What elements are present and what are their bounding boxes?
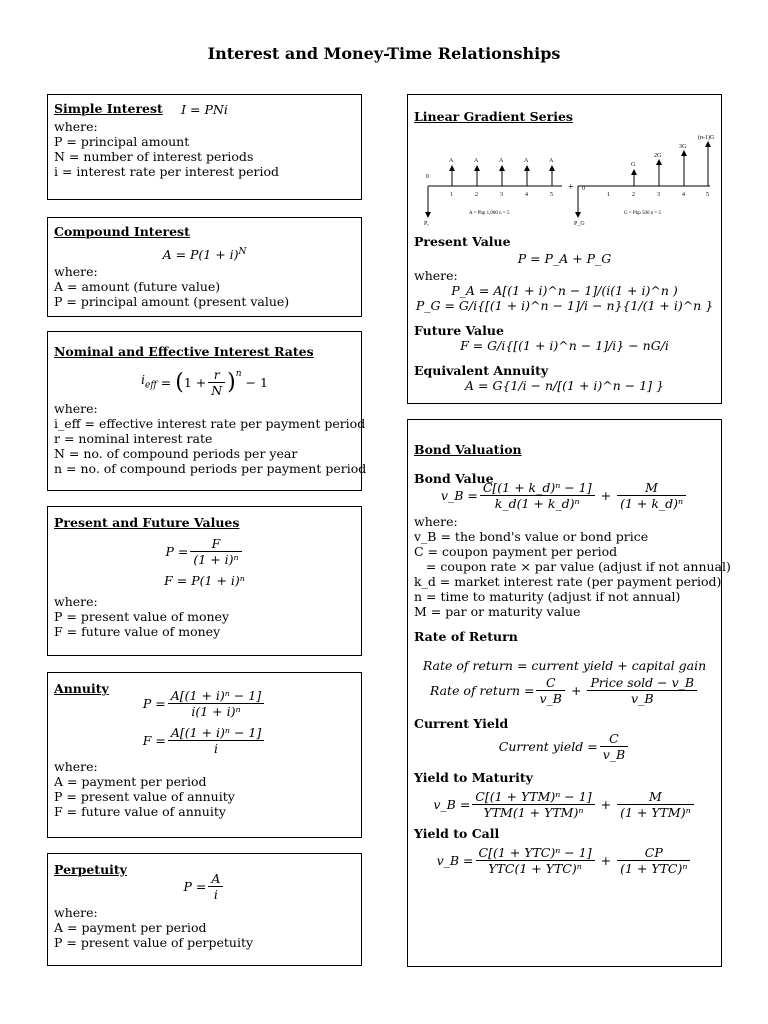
annuity-label: A xyxy=(499,158,504,164)
definition: P = principal amount xyxy=(54,134,190,149)
definition: C = coupon payment per period xyxy=(414,544,618,559)
tick-label: 4 xyxy=(525,192,528,198)
perpetuity-formula: P = $\frac{A}{i}$ xyxy=(54,871,355,902)
gradient-future-formula: F = G/i{[(1 + i)^n − 1]/i} − nG/i xyxy=(460,338,669,353)
annuity-label: A xyxy=(549,158,554,164)
current-yield-heading: Current Yield xyxy=(414,716,509,731)
tick-label: 5 xyxy=(550,192,553,198)
compound-interest-formula: $A = P(1 + i)^N$ xyxy=(162,247,247,263)
yield-to-maturity-formula: v_B = $\frac{\text{C[(1 + YTM)ⁿ − 1]}}{\text{YTM(1 + YTM)ⁿ}}$ + $\frac{M}{\text{(1 + YTM)ⁿ}}$ xyxy=(414,789,715,820)
current-yield-formula: Current yield = $\frac{C}{v\_B}$ xyxy=(414,731,715,762)
present-value-heading: Present Value xyxy=(414,234,511,249)
bond-value-formula: v_B = $\frac{\text{C[(1 + k\_d)ⁿ − 1]}}{\text{k\_d(1 + k\_d)ⁿ}}$ + $\frac{M}{\text{(1 + k\_d)ⁿ}}$ xyxy=(414,480,715,511)
definition: P = present value of annuity xyxy=(54,789,235,804)
future-value-heading: Future Value xyxy=(414,323,504,338)
pg-caption: G = Php 500 n = 5 xyxy=(624,211,662,216)
where-label: where: xyxy=(414,268,458,283)
tick-label: 3 xyxy=(500,192,503,198)
annuity-label: A xyxy=(524,158,529,164)
pa-caption: A = Php 1,000 n = 5 xyxy=(469,211,510,216)
annuity-arrows xyxy=(449,165,555,186)
plus-sign: + xyxy=(568,182,574,193)
pg-label: P_G xyxy=(574,221,585,227)
bond-value-heading: Bond Value xyxy=(414,471,494,486)
definition: N = no. of compound periods per year xyxy=(54,446,298,461)
pg-formula: P_G = G/i{[(1 + i)^n − 1]/i − n}{1/(1 + i)^n } xyxy=(415,298,714,313)
definition: n = time to maturity (adjust if not annual) xyxy=(414,589,681,604)
annuity-label: A xyxy=(449,158,454,164)
gradient-label: G xyxy=(631,162,636,168)
effective-rate-formula: $i_{eff}$ = ( 1 + $\frac{r}{N}$ ) $^n$ − 1 xyxy=(141,367,268,398)
definition: i_eff = effective interest rate per payment period xyxy=(54,416,366,431)
page-title: Interest and Money-Time Relationships xyxy=(207,44,561,63)
definition: F = future value of annuity xyxy=(54,804,226,819)
gradient-arrows xyxy=(631,141,711,186)
where-label: where: xyxy=(54,594,98,609)
yield-to-call-heading: Yield to Call xyxy=(414,826,500,841)
nominal-effective-heading: Nominal and Effective Interest Rates xyxy=(54,344,314,359)
where-label: where: xyxy=(54,264,98,280)
tick-label: 3 xyxy=(657,192,660,198)
rate-of-return-heading: Rate of Return xyxy=(414,629,518,644)
future-value-formula: F = P(1 + i)ⁿ xyxy=(164,573,245,588)
annuity-label: A xyxy=(474,158,479,164)
equivalent-annuity-heading: Equivalent Annuity xyxy=(414,363,549,378)
yield-to-maturity-heading: Yield to Maturity xyxy=(414,770,533,785)
definition: M = par or maturity value xyxy=(414,604,581,619)
present-future-heading: Present and Future Values xyxy=(54,515,240,530)
pa-formula: P_A = A[(1 + i)^n − 1]/(i(1 + i)^n ) xyxy=(451,283,678,298)
tick-label: 2 xyxy=(475,192,478,198)
gradient-heading: Linear Gradient Series xyxy=(414,109,573,124)
nominal-effective-box xyxy=(47,331,367,491)
definition: A = payment per period xyxy=(54,920,207,935)
annuity-heading: Annuity xyxy=(54,681,109,696)
cash-flow-diagram xyxy=(414,128,714,228)
definition: A = amount (future value) xyxy=(54,279,221,295)
tick-label: 5 xyxy=(706,192,709,198)
tick-label: 0 xyxy=(426,174,429,180)
gradient-label: (n-1)G xyxy=(698,135,714,141)
tick-label: 4 xyxy=(682,192,685,198)
present-future-box xyxy=(47,506,362,656)
tick-label: 1 xyxy=(607,192,610,198)
rate-of-return-definition: Rate of return = current yield + capital gain xyxy=(422,658,707,673)
compound-interest-box xyxy=(47,217,362,317)
pa-label: Pₐ xyxy=(424,221,429,227)
definition: i = interest rate per interest period xyxy=(54,164,279,179)
tick-label: 0 xyxy=(582,186,585,192)
perpetuity-box xyxy=(47,853,362,966)
definition: P = principal amount (present value) xyxy=(54,294,290,310)
simple-interest-box xyxy=(47,94,362,200)
where-label: where: xyxy=(54,119,98,134)
annuity-present-formula: P = $\frac{\text{A[(1 + i)ⁿ − 1]}}{\text{i(1 + i)ⁿ}}$ xyxy=(54,688,355,719)
tick-label: 2 xyxy=(632,192,635,198)
perpetuity-heading: Perpetuity xyxy=(54,862,127,877)
equivalent-annuity-formula: A = G{1/i − n/[(1 + i)^n − 1] } xyxy=(465,378,664,393)
definition: n = no. of compound periods per payment period xyxy=(54,461,367,476)
bond-heading: Bond Valuation xyxy=(414,442,522,457)
bond-box xyxy=(407,419,731,967)
definition: r = nominal interest rate xyxy=(54,431,213,446)
annuity-future-formula: F = $\frac{\text{A[(1 + i)ⁿ − 1]}}{i}$ xyxy=(54,725,355,756)
definition: F = future value of money xyxy=(54,624,221,639)
simple-interest-formula: I = PNi xyxy=(181,102,228,117)
definition: v_B = the bond's value or bond price xyxy=(414,529,649,544)
where-label: where: xyxy=(54,401,98,416)
gradient-present-formula: P = P_A + P_G xyxy=(517,251,612,266)
where-label: where: xyxy=(54,759,98,774)
simple-interest-heading: Simple Interest xyxy=(54,101,163,116)
present-value-formula: P = $\frac{F}{\text{(1 + i)ⁿ}}$ xyxy=(54,536,355,567)
definition: P = present value of money xyxy=(54,609,230,624)
definition: = coupon rate × par value (adjust if not annual) xyxy=(414,559,731,574)
definition: P = present value of perpetuity xyxy=(54,935,254,950)
gradient-box xyxy=(407,94,722,404)
where-label: where: xyxy=(414,514,458,529)
compound-interest-heading: Compound Interest xyxy=(54,224,190,239)
gradient-label: 3G xyxy=(679,144,687,150)
definition: N = number of interest periods xyxy=(54,149,254,164)
where-label: where: xyxy=(54,905,98,920)
annuity-box xyxy=(47,672,362,838)
tick-label: 1 xyxy=(450,192,453,198)
definition: k_d = market interest rate (per payment period) xyxy=(414,574,722,589)
yield-to-call-formula: v_B = $\frac{\text{C[(1 + YTC)ⁿ − 1]}}{\text{YTC(1 + YTC)ⁿ}}$ + $\frac{CP}{\text{(1 + YTC)ⁿ}}$ xyxy=(414,845,715,876)
definition: A = payment per period xyxy=(54,774,207,789)
rate-of-return-formula: Rate of return = $\frac{C}{v\_B}$ + $\frac{\text{Price sold − v\_B}}{v\_B}$ xyxy=(414,675,715,706)
gradient-label: 2G xyxy=(654,153,662,159)
